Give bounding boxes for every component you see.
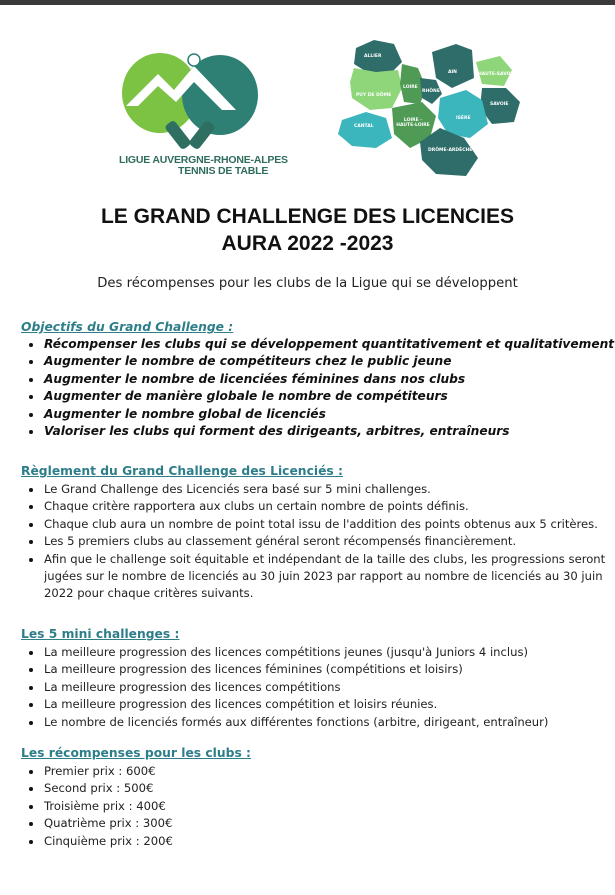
rules-list [0,481,605,603]
list-item: Premier prix : 600€ [0,763,173,780]
league-logo [112,48,288,177]
list-item: Chaque critère rapportera aux clubs un certain nombre de points définis. [0,498,605,515]
rewards-list [0,763,173,850]
list-item-multiline [0,551,605,603]
document-title-line2: AURA 2022 -2023 [221,232,394,255]
map-label-allier: ALLIER [364,54,382,59]
table-tennis-logo-icon [112,48,268,154]
map-label-loire-haute-loire: LOIRE - HAUTE-LOIRE [396,118,430,128]
rules-last-line3: 2022 pour chaque critères suivants. [44,586,254,601]
objectives-heading: Objectifs du Grand Challenge : [21,320,234,334]
list-item: Le Grand Challenge des Licenciés sera basé sur 5 mini challenges. [0,481,605,498]
mini-challenges-list [0,644,548,731]
rules-last-line1: Afin que le challenge soit équitable et indépendant de la taille des clubs, les progressions seront [44,551,606,566]
rules-heading: Règlement du Grand Challenge des Licenciés : [21,464,343,478]
logo-text-line2: TENNIS DE TABLE [178,165,269,177]
list-item: Chaque club aura un nombre de point total issu de l'addition des points obtenus aux 5 critères. [0,516,605,533]
list-item: Quatrième prix : 300€ [0,815,173,832]
map-label-savoie: SAVOIE [490,102,509,107]
list-item: Augmenter le nombre global de licenciés [0,406,614,423]
mini-challenges-heading: Les 5 mini challenges : [21,627,180,641]
rewards-heading: Les récompenses pour les clubs : [21,746,251,760]
map-label-haute-savoie: HAUTE-SAVOIE [478,72,516,77]
list-item: La meilleure progression des licences compétition et loisirs réunies. [0,696,548,713]
objectives-list [0,336,614,440]
aura-map-icon [336,38,522,178]
document-title-line1: LE GRAND CHALLENGE DES LICENCIES [100,205,515,228]
document-subtitle: Des récompenses pour les clubs de la Ligue qui se développent [97,276,518,291]
list-item: La meilleure progression des licences féminines (compétitions et loisirs) [0,661,548,678]
rules-last-line2: jugées sur le nombre de licenciés au 30 juin 2023 par rapport au nombre de licenciés au 30 juin [44,569,603,584]
list-item: Récompenser les clubs qui se développement quantitativement et qualitativement [0,336,614,353]
region-map [336,38,522,178]
map-label-cantal: CANTAL [354,124,374,129]
map-label-isere: ISÈRE [456,116,471,121]
list-item: Augmenter le nombre de licenciées féminines dans nos clubs [0,371,614,388]
list-item: Augmenter le nombre de compétiteurs chez le public jeune [0,353,614,370]
list-item: La meilleure progression des licences compétitions [0,679,548,696]
list-item: Les 5 premiers clubs au classement général seront récompensés financièrement. [0,533,605,550]
list-item: Augmenter de manière globale le nombre de compétiteurs [0,388,614,405]
map-label-loire: LOIRE [403,85,418,90]
logo-text-line1: LIGUE AUVERGNE-RHONE-ALPES [119,154,288,166]
list-item: Second prix : 500€ [0,780,173,797]
map-label-ain: AIN [448,70,457,75]
list-item: Troisième prix : 400€ [0,798,173,815]
list-item: La meilleure progression des licences compétitions jeunes (jusqu'à Juniors 4 inclus) [0,644,548,661]
list-item: Cinquième prix : 200€ [0,833,173,850]
map-label-puy-de-dome: PUY DE DÔME [356,93,392,98]
top-border [0,0,615,5]
map-label-rhone: RHÔNE [422,89,440,94]
list-item: Valoriser les clubs qui forment des dirigeants, arbitres, entraîneurs [0,423,614,440]
list-item: Le nombre de licenciés formés aux différentes fonctions (arbitre, dirigeant, entraîneur) [0,714,548,731]
map-label-drome-ardeche: DRÔME-ARDÈCHE [428,148,473,153]
